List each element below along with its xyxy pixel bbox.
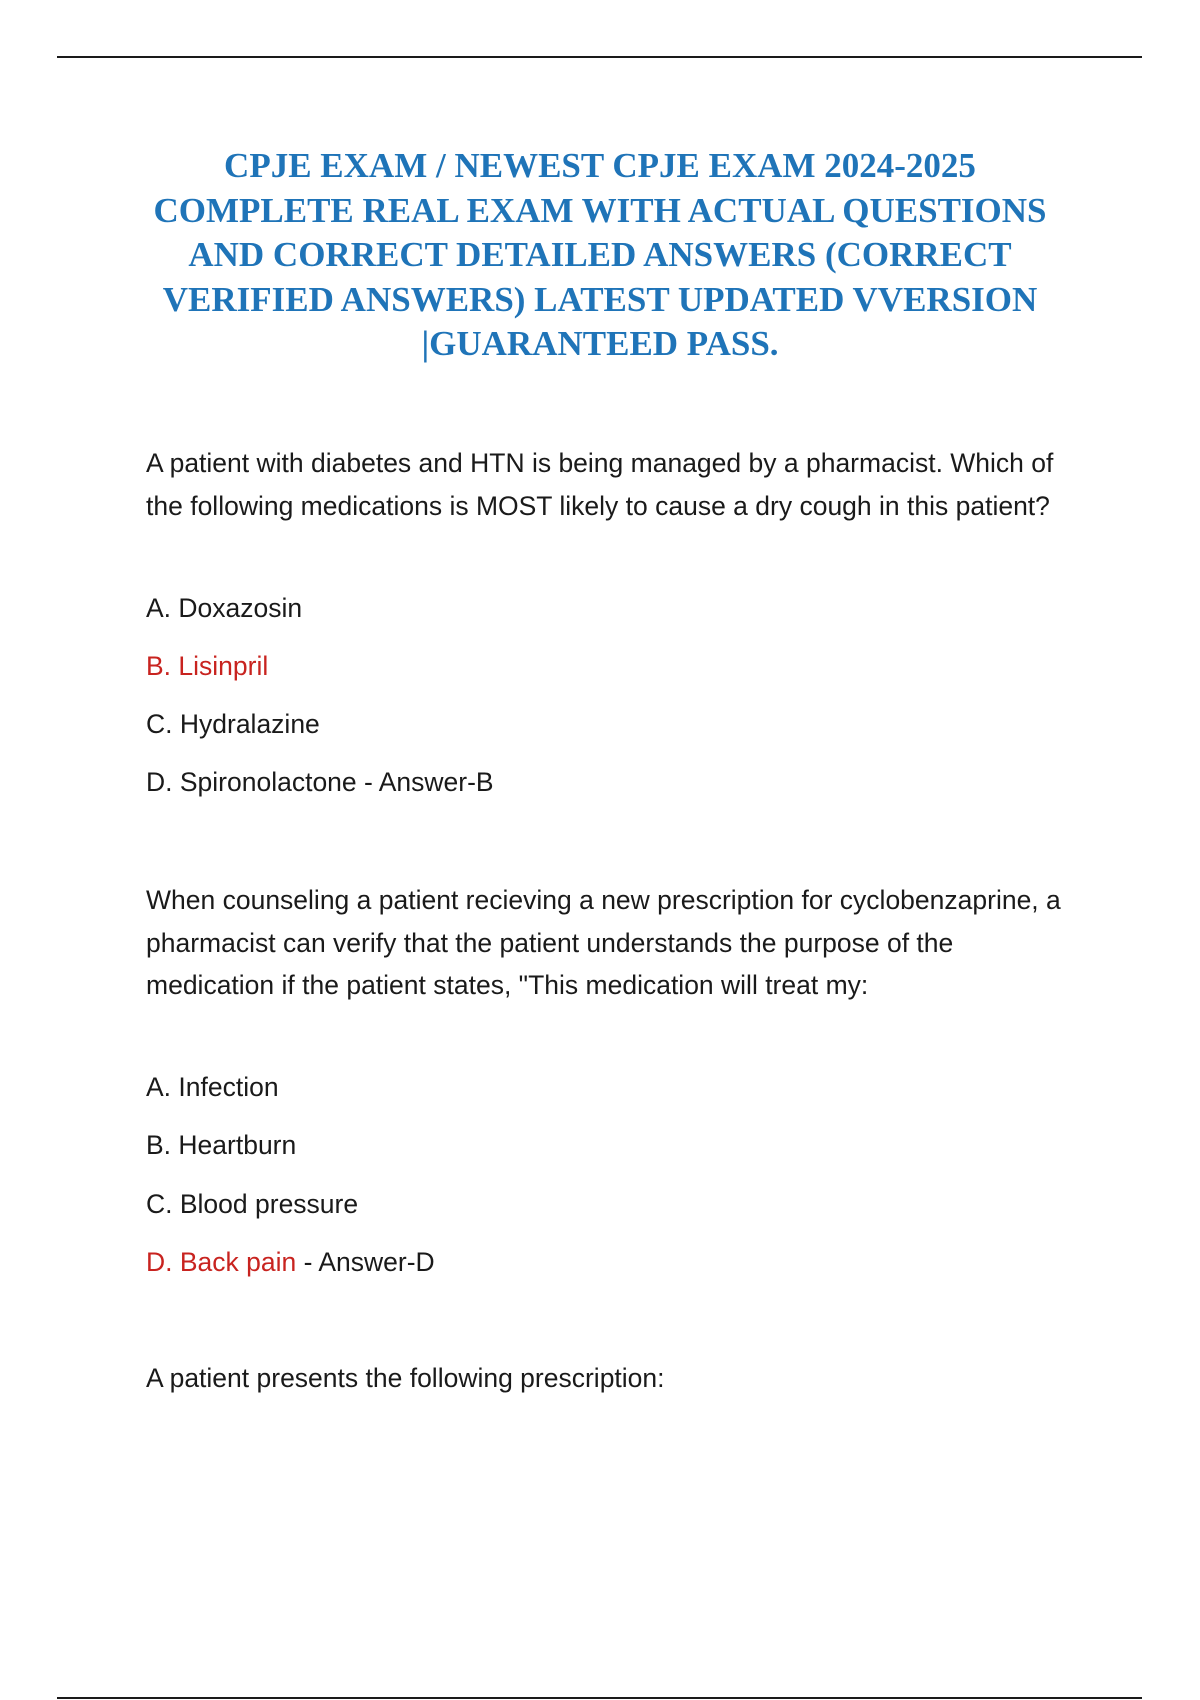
question-1-option-c: C. Hydralazine xyxy=(146,709,320,739)
question-3-prompt: A patient presents the following prescription: xyxy=(146,1363,665,1393)
question-2-option-d xyxy=(146,1241,435,1284)
question-1-prompt: A patient with diabetes and HTN is being managed by a pharmacist. Which of the following medications is MOST likely to cause a dry cough in this patient? xyxy=(146,448,1054,521)
question-1-option-b-correct: B. Lisinpril xyxy=(146,651,269,681)
question-2-option-c: C. Blood pressure xyxy=(146,1189,359,1219)
question-1-option-d xyxy=(146,761,494,804)
question-2-option-a: A. Infection xyxy=(146,1072,279,1102)
question-2-answer: - Answer-D xyxy=(296,1247,435,1277)
question-1-option-a: A. Doxazosin xyxy=(146,593,303,623)
question-1-answer: - Answer-B xyxy=(356,767,494,797)
document-title: CPJE EXAM / NEWEST CPJE EXAM 2024-2025 COMPLETE REAL EXAM WITH ACTUAL QUESTIONS AND CORRECT DETAILED ANSWERS (CORRECT VERIFIED ANSWERS) LATEST UPDATED VVERSION |GUARANTEED PASS. xyxy=(153,146,1047,363)
question-2-option-d-label-correct: D. Back pain xyxy=(146,1247,297,1277)
question-1-option-d-label: D. Spironolactone xyxy=(146,767,357,797)
top-divider xyxy=(57,56,1142,58)
bottom-divider xyxy=(57,1697,1142,1699)
question-2-prompt: When counseling a patient recieving a new prescription for cyclobenzaprine, a pharmacist can verify that the patient understands the purpose of the medication if the patient states, "This medication will treat my: xyxy=(146,885,1061,1000)
question-2-option-b: B. Heartburn xyxy=(146,1130,297,1160)
